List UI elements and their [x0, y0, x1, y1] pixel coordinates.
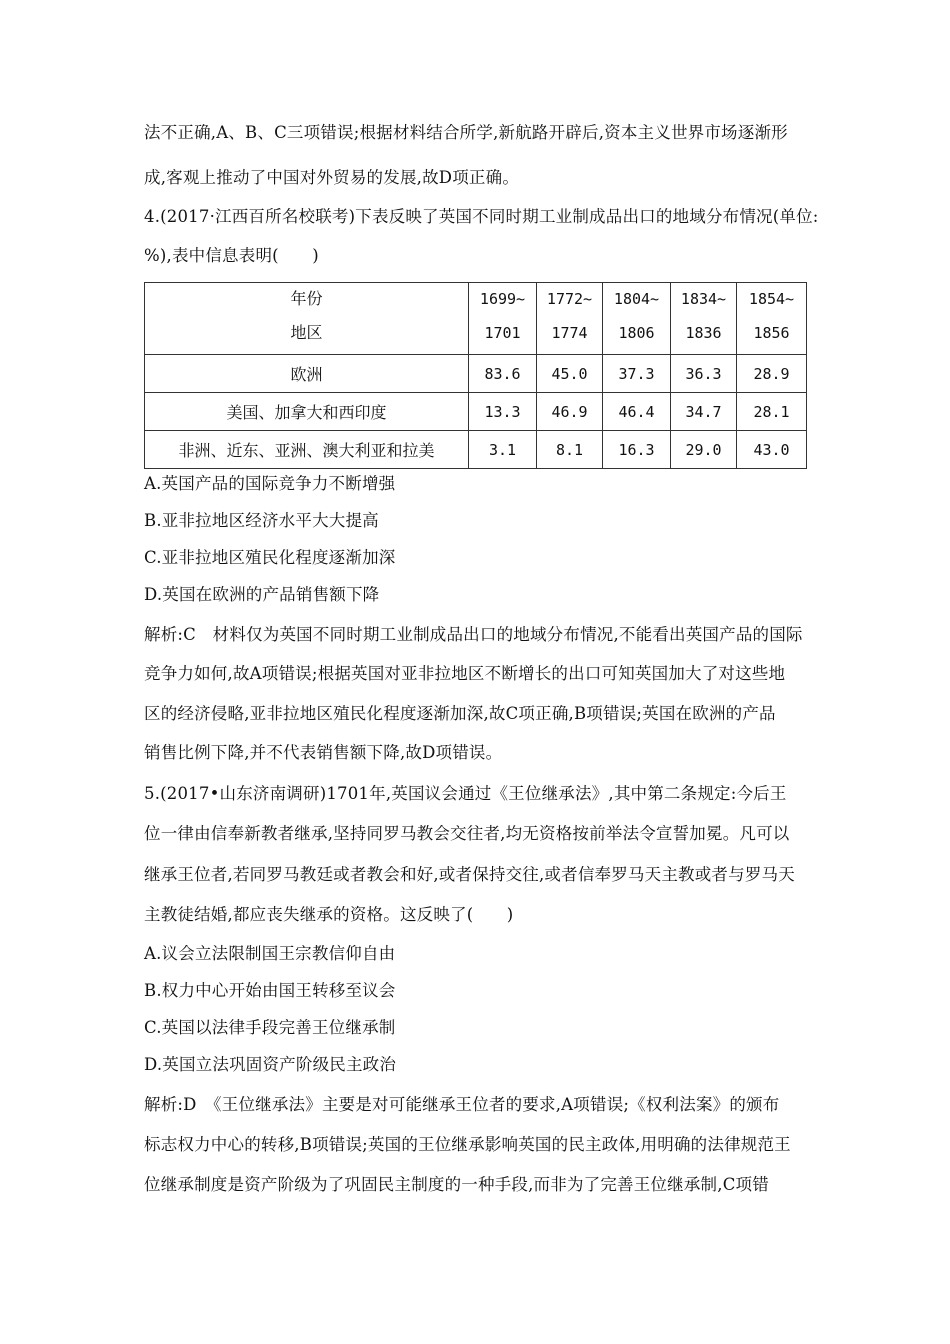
option-a: A.议会立法限制国王宗教信仰自由 [144, 944, 396, 963]
text-line: 成,客观上推动了中国对外贸易的发展,故D项正确。 [144, 168, 520, 187]
value-cell: 28.9 [737, 355, 807, 393]
header-region: 地区 [290, 323, 323, 342]
option-a: A.英国产品的国际竞争力不断增强 [144, 474, 396, 493]
table-row [145, 431, 807, 469]
text-line: 法不正确,A、B、C三项错误;根据材料结合所学,新航路开辟后,资本主义世界市场逐渐形 [144, 123, 788, 142]
option-d: D.英国立法巩固资产阶级民主政治 [144, 1055, 397, 1074]
option-d: D.英国在欧洲的产品销售额下降 [144, 585, 380, 604]
table-row [145, 393, 807, 431]
value-cell: 13.3 [469, 393, 537, 431]
analysis-line: 位继承制度是资产阶级为了巩固民主制度的一种手段,而非为了完善王位继承制,C项错 [144, 1175, 769, 1194]
period-header: 1699~ 1701 [469, 283, 537, 355]
value-cell: 45.0 [537, 355, 603, 393]
option-c: C.亚非拉地区殖民化程度逐渐加深 [144, 548, 396, 567]
question-4-stem: 4.(2017·江西百所名校联考)下表反映了英国不同时期工业制成品出口的地域分布情况(单位: [144, 207, 819, 226]
period-header: 1804~ 1806 [603, 283, 671, 355]
question-5-stem: 继承王位者,若同罗马教廷或者教会和好,或者保持交往,或者信奉罗马天主教或者与罗马天 [144, 865, 795, 884]
analysis-line: 解析:D 《王位继承法》主要是对可能继承王位者的要求,A项错误;《权利法案》的颁布 [144, 1095, 780, 1114]
question-5-stem: 位一律由信奉新教者继承,坚持同罗马教会交往者,均无资格按前举法令宣誓加冕。凡可以 [144, 824, 790, 843]
value-cell: 28.1 [737, 393, 807, 431]
period-header: 1772~ 1774 [537, 283, 603, 355]
value-cell: 37.3 [603, 355, 671, 393]
region-cell: 欧洲 [145, 355, 469, 393]
period-header: 1834~ 1836 [671, 283, 737, 355]
option-b: B.权力中心开始由国王转移至议会 [144, 981, 396, 1000]
analysis-line: 竞争力如何,故A项错误;根据英国对亚非拉地区不断增长的出口可知英国加大了对这些地 [144, 664, 786, 683]
value-cell: 83.6 [469, 355, 537, 393]
value-cell: 3.1 [469, 431, 537, 469]
export-distribution-table [144, 282, 807, 469]
header-year: 年份 [290, 289, 323, 308]
option-c: C.英国以法律手段完善王位继承制 [144, 1018, 396, 1037]
table-header-cell [145, 283, 469, 355]
value-cell: 43.0 [737, 431, 807, 469]
value-cell: 36.3 [671, 355, 737, 393]
value-cell: 46.9 [537, 393, 603, 431]
analysis-line: 销售比例下降,并不代表销售额下降,故D项错误。 [144, 743, 503, 762]
value-cell: 29.0 [671, 431, 737, 469]
question-5-stem: 主教徒结婚,都应丧失继承的资格。这反映了( ) [144, 905, 514, 924]
value-cell: 34.7 [671, 393, 737, 431]
value-cell: 8.1 [537, 431, 603, 469]
analysis-line: 区的经济侵略,亚非拉地区殖民化程度逐渐加深,故C项正确,B项错误;英国在欧洲的产品 [144, 704, 776, 723]
value-cell: 46.4 [603, 393, 671, 431]
table-row [145, 355, 807, 393]
question-4-stem: %),表中信息表明( ) [144, 246, 319, 265]
region-cell: 非洲、近东、亚洲、澳大利亚和拉美 [145, 431, 469, 469]
analysis-line: 解析:C 材料仅为英国不同时期工业制成品出口的地域分布情况,不能看出英国产品的国际 [144, 625, 803, 644]
period-header: 1854~ 1856 [737, 283, 807, 355]
option-b: B.亚非拉地区经济水平大大提高 [144, 511, 379, 530]
region-cell: 美国、加拿大和西印度 [145, 393, 469, 431]
question-5-stem: 5.(2017•山东济南调研)1701年,英国议会通过《王位继承法》,其中第二条规定:今后王 [144, 784, 787, 803]
value-cell: 16.3 [603, 431, 671, 469]
analysis-line: 标志权力中心的转移,B项错误;英国的王位继承影响英国的民主政体,用明确的法律规范王 [144, 1135, 791, 1154]
